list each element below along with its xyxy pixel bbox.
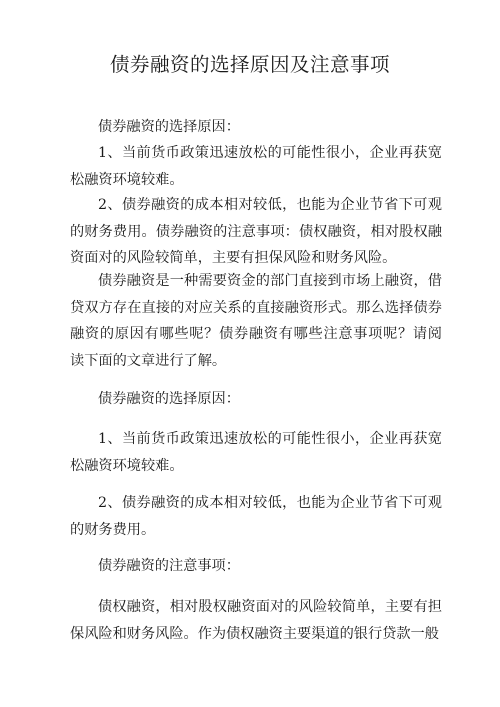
document-title: 债券融资的选择原因及注意事项 [109, 53, 390, 76]
paragraph-7: 2、债券融资的成本相对较低，也能为企业节省下可观的财务费用。 [70, 495, 442, 538]
paragraph-2: 1、当前货币政策迅速放松的可能性很小，企业再获宽 松融资环境较难。 [70, 145, 442, 188]
paragraph-8: 债券融资的注意事项： [98, 558, 240, 574]
paragraph-4: 债券融资是一种需要资金的部门直接到市场上融资，借 贷双方存在直接的对应关系的直接融资形式。那么选择债券 融资的原因有哪些呢？债券融资有哪些注意事项呢？请阅 读下面的文章进行了解。 [70, 273, 442, 369]
paragraph-5: 债券融资的选择原因： [98, 391, 240, 407]
paragraph-1: 债券融资的选择原因： [98, 119, 240, 135]
paragraph-3: 2、债券融资的成本相对较低，也能为企业节省下可观 的财务费用。债券融资的注意事项：债权融资，相对股权融 资面对的风险较简单，主要有担保风险和财务风险。 [70, 197, 442, 266]
paragraph-6: 1、当前货币政策迅速放松的可能性很小，企业再获宽松融资环境较难。 [70, 431, 442, 474]
paragraph-9: 债权融资，相对股权融资面对的风险较简单，主要有担 保风险和财务风险。作为债权融资主要渠道的银行贷款一般 [70, 599, 442, 642]
